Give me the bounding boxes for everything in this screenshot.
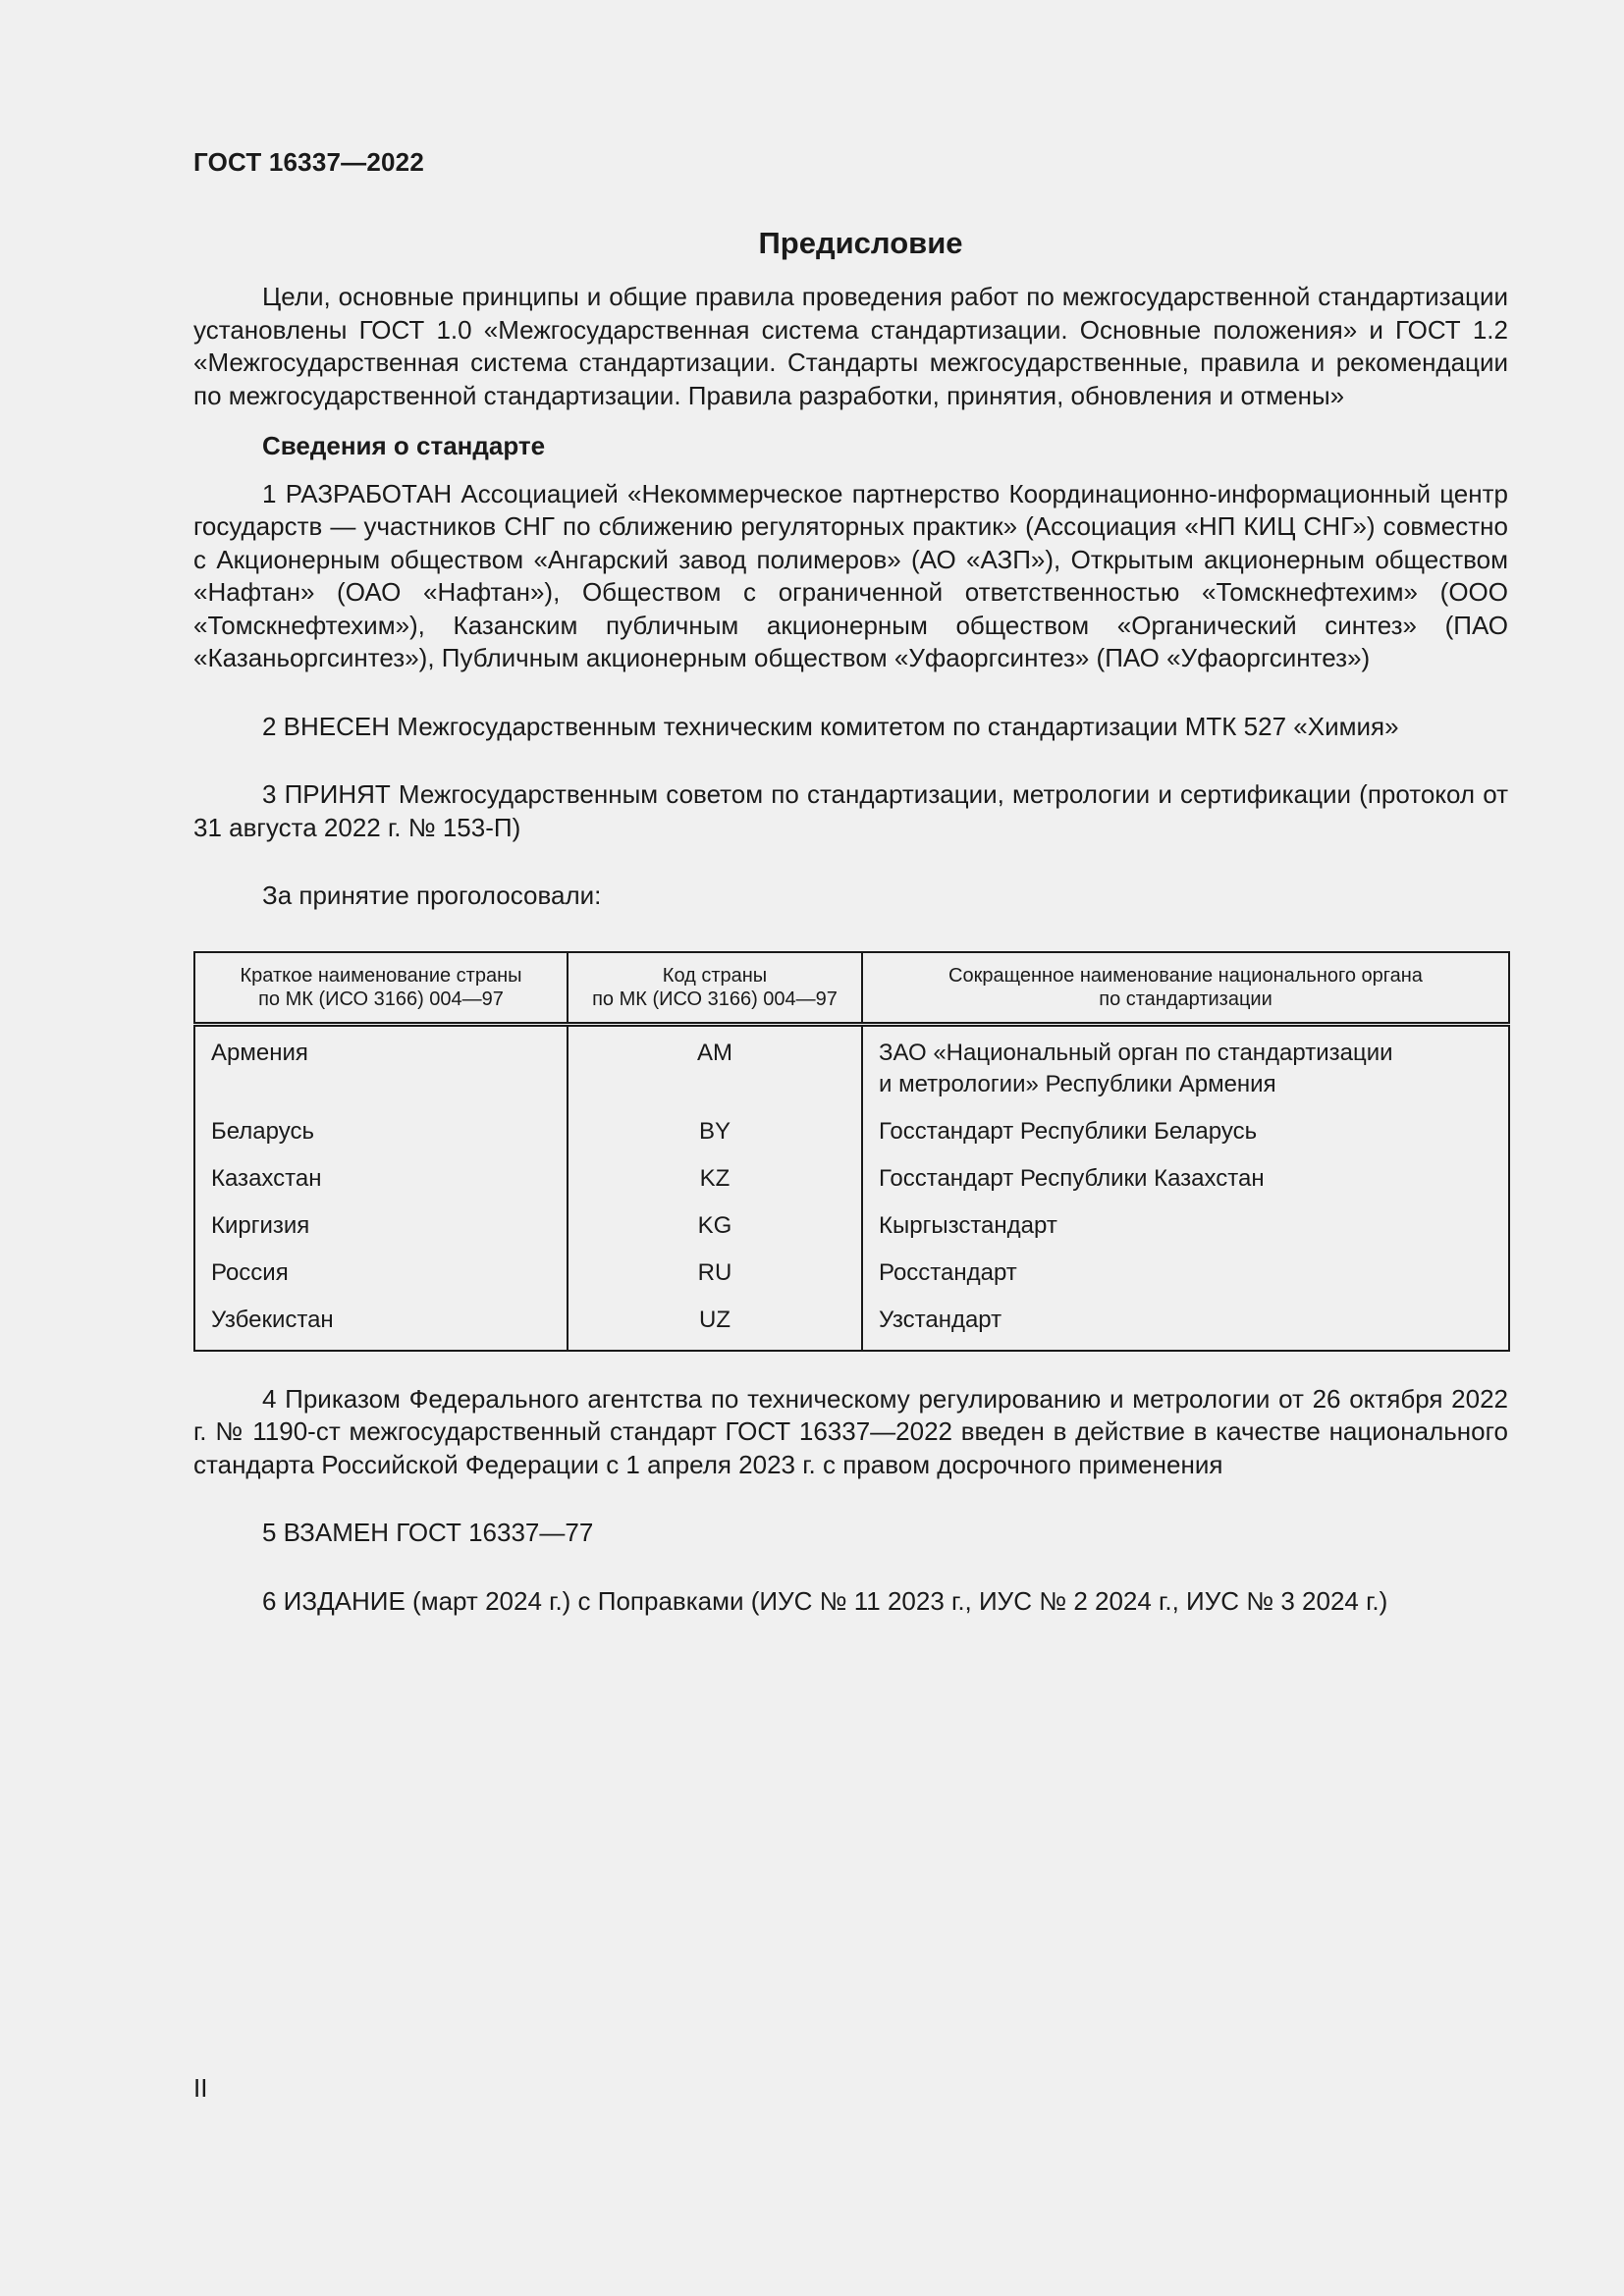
cell-code: RU [568, 1251, 862, 1298]
cell-country: Киргизия [194, 1203, 568, 1251]
cell-code: KZ [568, 1156, 862, 1203]
cell-country: Россия [194, 1251, 568, 1298]
cell-country: Армения [194, 1024, 568, 1109]
cell-national-body: Росстандарт [862, 1251, 1509, 1298]
cell-country: Узбекистан [194, 1298, 568, 1351]
item-replaces: 5 ВЗАМЕН ГОСТ 16337—77 [262, 1518, 594, 1547]
cell-code: BY [568, 1109, 862, 1156]
table-row [194, 1298, 1509, 1351]
header-country: Краткое наименование страны по МК (ИСО 3166) 004—97 [194, 952, 568, 1025]
foreword-content [193, 224, 1508, 1618]
cell-national-body: Узстандарт [862, 1298, 1509, 1351]
page-number: II [193, 2073, 208, 2103]
document-code: ГОСТ 16337—2022 [193, 147, 424, 177]
table-row [194, 1109, 1509, 1156]
cell-national-body: Госстандарт Республики Беларусь [862, 1109, 1509, 1156]
table-row [194, 1203, 1509, 1251]
item-edition: 6 ИЗДАНИЕ (март 2024 г.) с Поправками (ИУС № 11 2023 г., ИУС № 2 2024 г., ИУС № 3 2024 г.) [262, 1585, 1388, 1616]
cell-country: Казахстан [194, 1156, 568, 1203]
table-row [194, 1156, 1509, 1203]
item-order: 4 Приказом Федерального агентства по техническому регулированию и метрологии от 26 октября 2022 г. № 1190-ст межгосударственный стандарт ГОСТ 16337—2022 введен в действие в качестве национального стандарта Российской Федерации с 1 апреля 2023 г. с правом досрочного применения [193, 1383, 1508, 1479]
cell-national-body: ЗАО «Национальный орган по стандартизации и метрологии» Республики Армения [862, 1024, 1509, 1109]
item-developed: 1 РАЗРАБОТАН Ассоциацией «Некоммерческое партнерство Координационно-информационный центр государств — участников СНГ по сближению регуляторных практик» (Ассоциация «НП КИЦ СНГ») совместно с Акционерным обществом «Ангарский завод полимеров» (АО «АЗП»), Открытым акционерным обществом «Нафтан» (ОАО «Нафтан»), Обществом с ограниченной ответственностью «Томскнефтехим» (ООО «Томскнефтехим»), Казанским публичным акционерным обществом «Органический синтез» (ПАО «Казаньоргсинтез»), Публичным акционерным обществом «Уфаоргсинтез» (ПАО «Уфаоргсинтез») [193, 478, 1508, 672]
section-heading: Сведения о стандарте [262, 431, 546, 460]
cell-country: Беларусь [194, 1109, 568, 1156]
voted-label: За принятие проголосовали: [262, 881, 602, 910]
cell-code: UZ [568, 1298, 862, 1351]
item-adopted: 3 ПРИНЯТ Межгосударственным советом по стандартизации, метрологии и сертификации (протокол от 31 августа 2022 г. № 153-П) [193, 779, 1508, 842]
cell-national-body: Кыргызстандарт [862, 1203, 1509, 1251]
table-header-row [194, 952, 1509, 1025]
cell-code: KG [568, 1203, 862, 1251]
table-row [194, 1251, 1509, 1298]
table-row [194, 1024, 1509, 1109]
cell-code: AM [568, 1024, 862, 1109]
intro-paragraph: Цели, основные принципы и общие правила проведения работ по межгосударственной стандартизации установлены ГОСТ 1.0 «Межгосударственная система стандартизации. Основные положения» и ГОСТ 1.2 «Межгосударственная система стандартизации. Стандарты межгосударственные, правила и рекомендации по межгосударственной стандартизации. Правила разработки, принятия, обновления и отмены» [193, 282, 1508, 410]
header-national-body: Сокращенное наименование национального органа по стандартизации [862, 952, 1509, 1025]
page-title: Предисловие [758, 226, 963, 260]
item-submitted: 2 ВНЕСЕН Межгосударственным техническим комитетом по стандартизации МТК 527 «Химия» [262, 711, 1399, 741]
cell-national-body: Госстандарт Республики Казахстан [862, 1156, 1509, 1203]
voting-countries-table [193, 951, 1510, 1352]
header-code: Код страны по МК (ИСО 3166) 004—97 [568, 952, 862, 1025]
